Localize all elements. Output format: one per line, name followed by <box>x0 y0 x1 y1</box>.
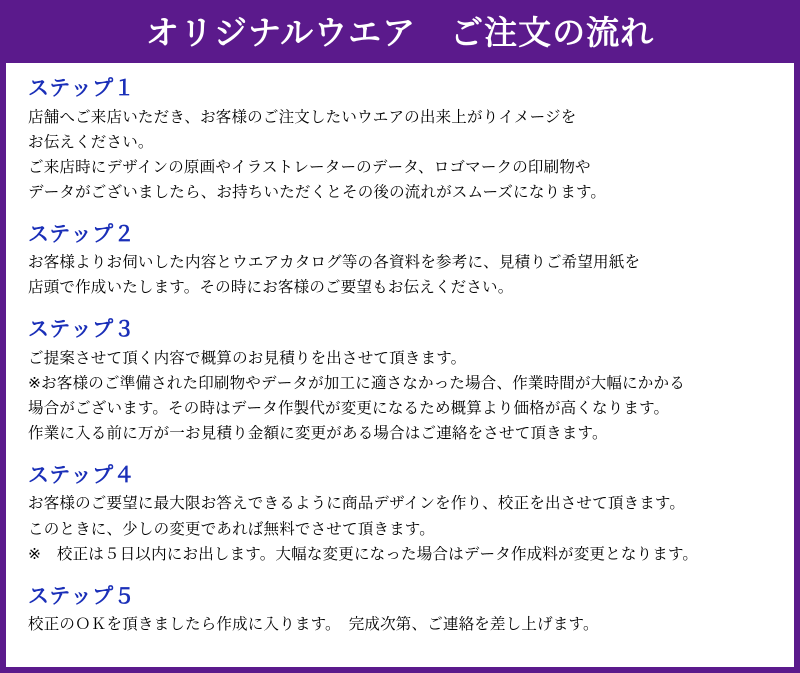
step-5-body <box>28 612 776 637</box>
step-2-heading: ステップ２ <box>28 221 136 246</box>
step-2-body <box>28 250 776 300</box>
step-3-heading: ステップ３ <box>28 317 136 342</box>
step-1-line-3: ご来店時にデザインの原画やイラストレーターのデータ、ロゴマークの印刷物や <box>28 157 591 176</box>
step-4-line-1: お客様のご要望に最大限お答えできるように商品デザインを作り、校正を出させて頂きます。 <box>28 494 686 513</box>
step-2-line-1: お客様よりお伺いした内容とウエアカタログ等の各資料を参考に、見積りご希望用紙を <box>28 253 641 272</box>
step-5-heading: ステップ５ <box>28 583 136 608</box>
step-3 <box>28 316 776 446</box>
step-3-line-1: ご提案させて頂く内容で概算のお見積りを出させて頂きます。 <box>28 348 467 367</box>
step-2-line-2: 店頭で作成いたします。その時にお客様のご要望もお伝えください。 <box>28 278 514 297</box>
step-1-body <box>28 105 776 205</box>
step-1-line-4: データがございましたら、お持ちいただくとその後の流れがスムーズになります。 <box>28 182 607 201</box>
step-4 <box>28 462 776 567</box>
step-3-line-4: 作業に入る前に万が一お見積り金額に変更がある場合はご連絡をさせて頂きます。 <box>28 424 608 443</box>
step-1-line-2: お伝えください。 <box>28 132 154 151</box>
step-3-line-3: 場合がございます。その時はデータ作製代が変更になるため概算より価格が高くなります。 <box>28 398 670 417</box>
step-5-line-1: 校正のＯＫを頂きましたら作成に入ります。 完成次第、ご連絡を差し上げます。 <box>28 614 599 633</box>
step-1-line-1: 店舗へご来店いただき、お客様のご注文したいウエアの出来上がりイメージを <box>28 107 577 126</box>
step-1 <box>28 75 776 205</box>
step-1-heading: ステップ１ <box>28 76 136 101</box>
step-4-heading: ステップ４ <box>28 463 136 488</box>
step-4-line-3: ※ 校正は５日以内にお出します。大幅な変更になった場合はデータ作成料が変更となります。 <box>28 544 699 563</box>
step-3-body <box>28 346 776 446</box>
step-4-body <box>28 491 776 566</box>
step-4-line-2: このときに、少しの変更であれば無料でさせて頂きます。 <box>28 519 435 538</box>
step-3-line-2: ※お客様のご準備された印刷物やデータが加工に適さなかった場合、作業時間が大幅にかかる <box>28 373 685 392</box>
page-title: オリジナルウエア ご注文の流れ <box>6 6 794 63</box>
steps-container <box>6 63 794 667</box>
step-5 <box>28 583 776 637</box>
step-2 <box>28 221 776 300</box>
